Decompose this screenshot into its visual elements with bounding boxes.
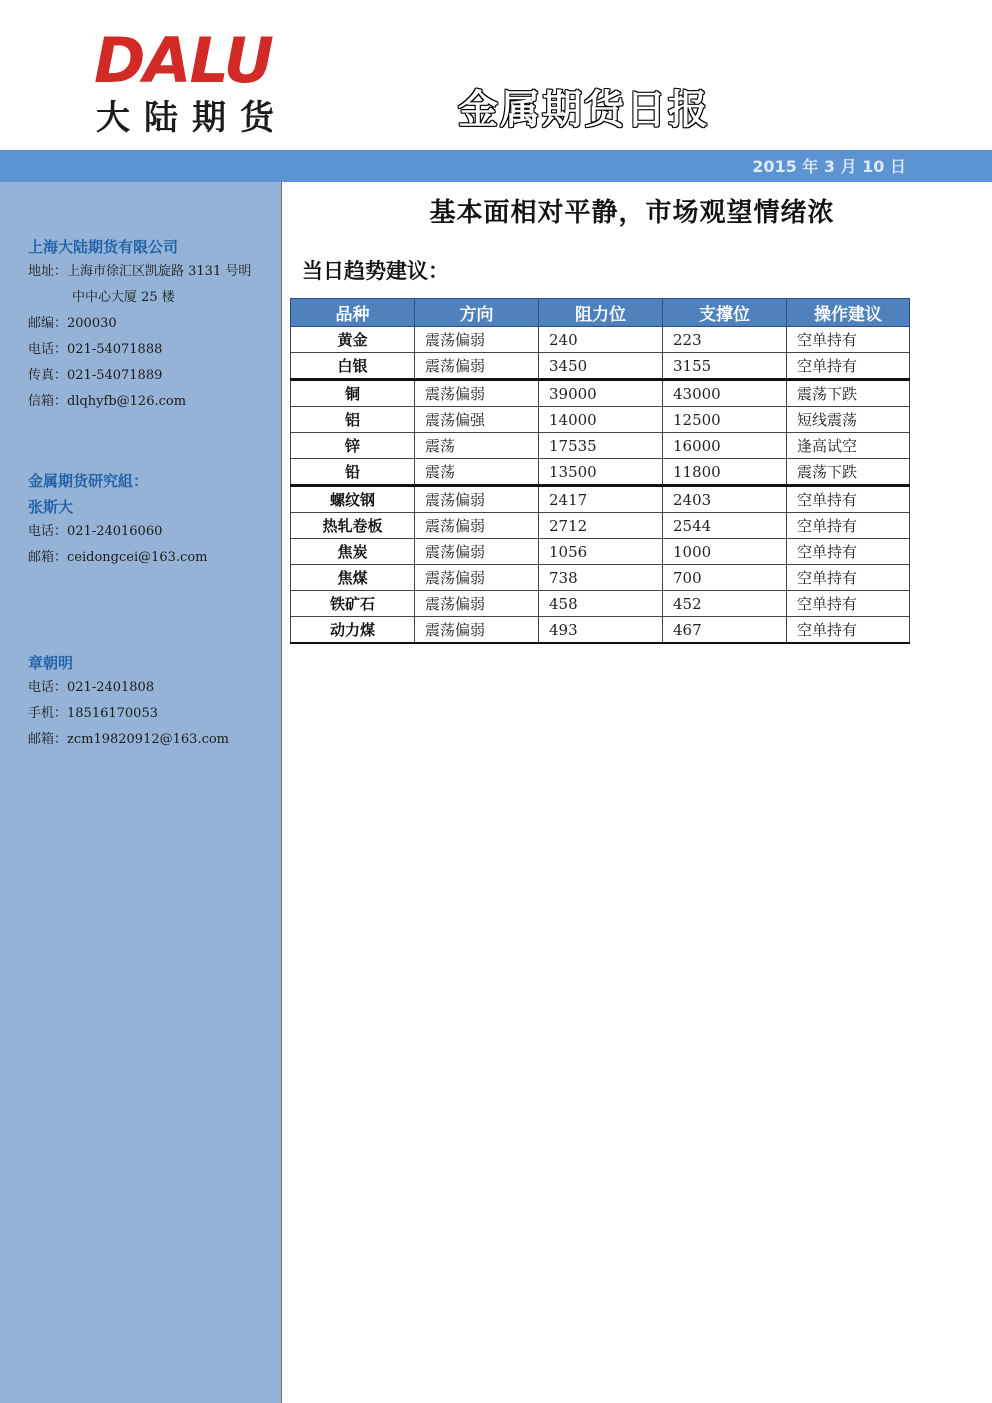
analyst2-email[interactable]: 邮箱：zcm19820912@163.com	[28, 732, 230, 747]
header-direction: 方向	[415, 299, 539, 327]
resistance-cell: 13500	[539, 459, 663, 486]
table-row	[291, 407, 910, 433]
advice-cell: 逢高试空	[787, 433, 910, 459]
table-row	[291, 539, 910, 565]
resistance-cell: 2417	[539, 486, 663, 513]
advice-cell: 震荡下跌	[787, 459, 910, 486]
direction-cell: 震荡	[415, 459, 539, 486]
resistance-cell: 2712	[539, 513, 663, 539]
support-cell: 43000	[663, 380, 787, 407]
table-row	[291, 513, 910, 539]
date-bar	[0, 150, 992, 182]
company-phone: 电话：021-54071888	[28, 342, 163, 357]
direction-cell: 震荡偏弱	[415, 565, 539, 591]
table-row	[291, 486, 910, 513]
variety-cell: 黄金	[291, 327, 415, 353]
resistance-cell: 14000	[539, 407, 663, 433]
resistance-cell: 1056	[539, 539, 663, 565]
table-body	[291, 327, 910, 644]
analyst2-mobile: 手机：18516170053	[28, 706, 158, 721]
support-cell: 3155	[663, 353, 787, 380]
logo-latin: DALU	[94, 24, 272, 97]
table-row	[291, 617, 910, 644]
direction-cell: 震荡	[415, 433, 539, 459]
direction-cell: 震荡偏弱	[415, 539, 539, 565]
variety-cell: 锌	[291, 433, 415, 459]
variety-cell: 热轧卷板	[291, 513, 415, 539]
header-variety: 品种	[291, 299, 415, 327]
advice-cell: 震荡下跌	[787, 380, 910, 407]
direction-cell: 震荡偏弱	[415, 327, 539, 353]
table-row	[291, 327, 910, 353]
logo-chinese: 大陆期货	[96, 98, 288, 138]
advice-cell: 空单持有	[787, 591, 910, 617]
sidebar-divider	[281, 182, 282, 1403]
resistance-cell: 738	[539, 565, 663, 591]
header-advice: 操作建议	[787, 299, 910, 327]
direction-cell: 震荡偏弱	[415, 617, 539, 644]
support-cell: 11800	[663, 459, 787, 486]
advice-cell: 空单持有	[787, 565, 910, 591]
resistance-cell: 458	[539, 591, 663, 617]
table-row	[291, 433, 910, 459]
company-logo	[94, 26, 309, 142]
company-fax: 传真：021-54071889	[28, 368, 163, 383]
company-email[interactable]: 信箱：dlqhyfb@126.com	[28, 394, 187, 409]
resistance-cell: 3450	[539, 353, 663, 380]
variety-cell: 螺纹钢	[291, 486, 415, 513]
variety-cell: 铜	[291, 380, 415, 407]
table-row	[291, 565, 910, 591]
support-cell: 12500	[663, 407, 787, 433]
headline: 基本面相对平静，市场观望情绪浓	[429, 198, 835, 228]
support-cell: 700	[663, 565, 787, 591]
table-header-row	[291, 299, 910, 327]
variety-cell: 铅	[291, 459, 415, 486]
advice-cell: 空单持有	[787, 486, 910, 513]
support-cell: 2544	[663, 513, 787, 539]
analyst-name: 张斯大	[28, 498, 74, 516]
advice-cell: 空单持有	[787, 539, 910, 565]
table-row	[291, 459, 910, 486]
support-cell: 2403	[663, 486, 787, 513]
table-row	[291, 591, 910, 617]
company-postcode: 邮编：200030	[28, 316, 117, 331]
support-cell: 223	[663, 327, 787, 353]
advice-cell: 空单持有	[787, 617, 910, 644]
advice-cell: 空单持有	[787, 513, 910, 539]
direction-cell: 震荡偏弱	[415, 353, 539, 380]
analyst-email[interactable]: 邮箱：ceidongcei@163.com	[28, 550, 208, 565]
direction-cell: 震荡偏弱	[415, 380, 539, 407]
variety-cell: 焦炭	[291, 539, 415, 565]
direction-cell: 震荡偏强	[415, 407, 539, 433]
team-title: 金属期货研究組：	[28, 472, 149, 490]
variety-cell: 铁矿石	[291, 591, 415, 617]
analyst2-name: 章朝明	[28, 654, 74, 672]
resistance-cell: 493	[539, 617, 663, 644]
report-date: 2015 年 3 月 10 日	[752, 157, 906, 176]
company-address: 地址：上海市徐汇区凯旋路 3131 号明	[28, 264, 252, 279]
resistance-cell: 240	[539, 327, 663, 353]
direction-cell: 震荡偏弱	[415, 591, 539, 617]
report-title: 金属期货日报	[458, 87, 710, 133]
company-name: 上海大陆期货有限公司	[28, 238, 179, 256]
trend-table	[290, 298, 910, 644]
resistance-cell: 39000	[539, 380, 663, 407]
variety-cell: 铝	[291, 407, 415, 433]
variety-cell: 白银	[291, 353, 415, 380]
variety-cell: 焦煤	[291, 565, 415, 591]
direction-cell: 震荡偏弱	[415, 486, 539, 513]
support-cell: 1000	[663, 539, 787, 565]
support-cell: 452	[663, 591, 787, 617]
advice-cell: 短线震荡	[787, 407, 910, 433]
header-support: 支撑位	[663, 299, 787, 327]
table-row	[291, 353, 910, 380]
support-cell: 16000	[663, 433, 787, 459]
analyst2-phone: 电话：021-2401808	[28, 680, 155, 695]
table-row	[291, 380, 910, 407]
header-resistance: 阻力位	[539, 299, 663, 327]
support-cell: 467	[663, 617, 787, 644]
analyst-phone: 电话：021-24016060	[28, 524, 163, 539]
advice-cell: 空单持有	[787, 353, 910, 380]
section-title: 当日趋势建议：	[302, 259, 449, 283]
variety-cell: 动力煤	[291, 617, 415, 644]
advice-cell: 空单持有	[787, 327, 910, 353]
direction-cell: 震荡偏弱	[415, 513, 539, 539]
company-address-2: 中中心大厦 25 楼	[72, 290, 175, 305]
resistance-cell: 17535	[539, 433, 663, 459]
